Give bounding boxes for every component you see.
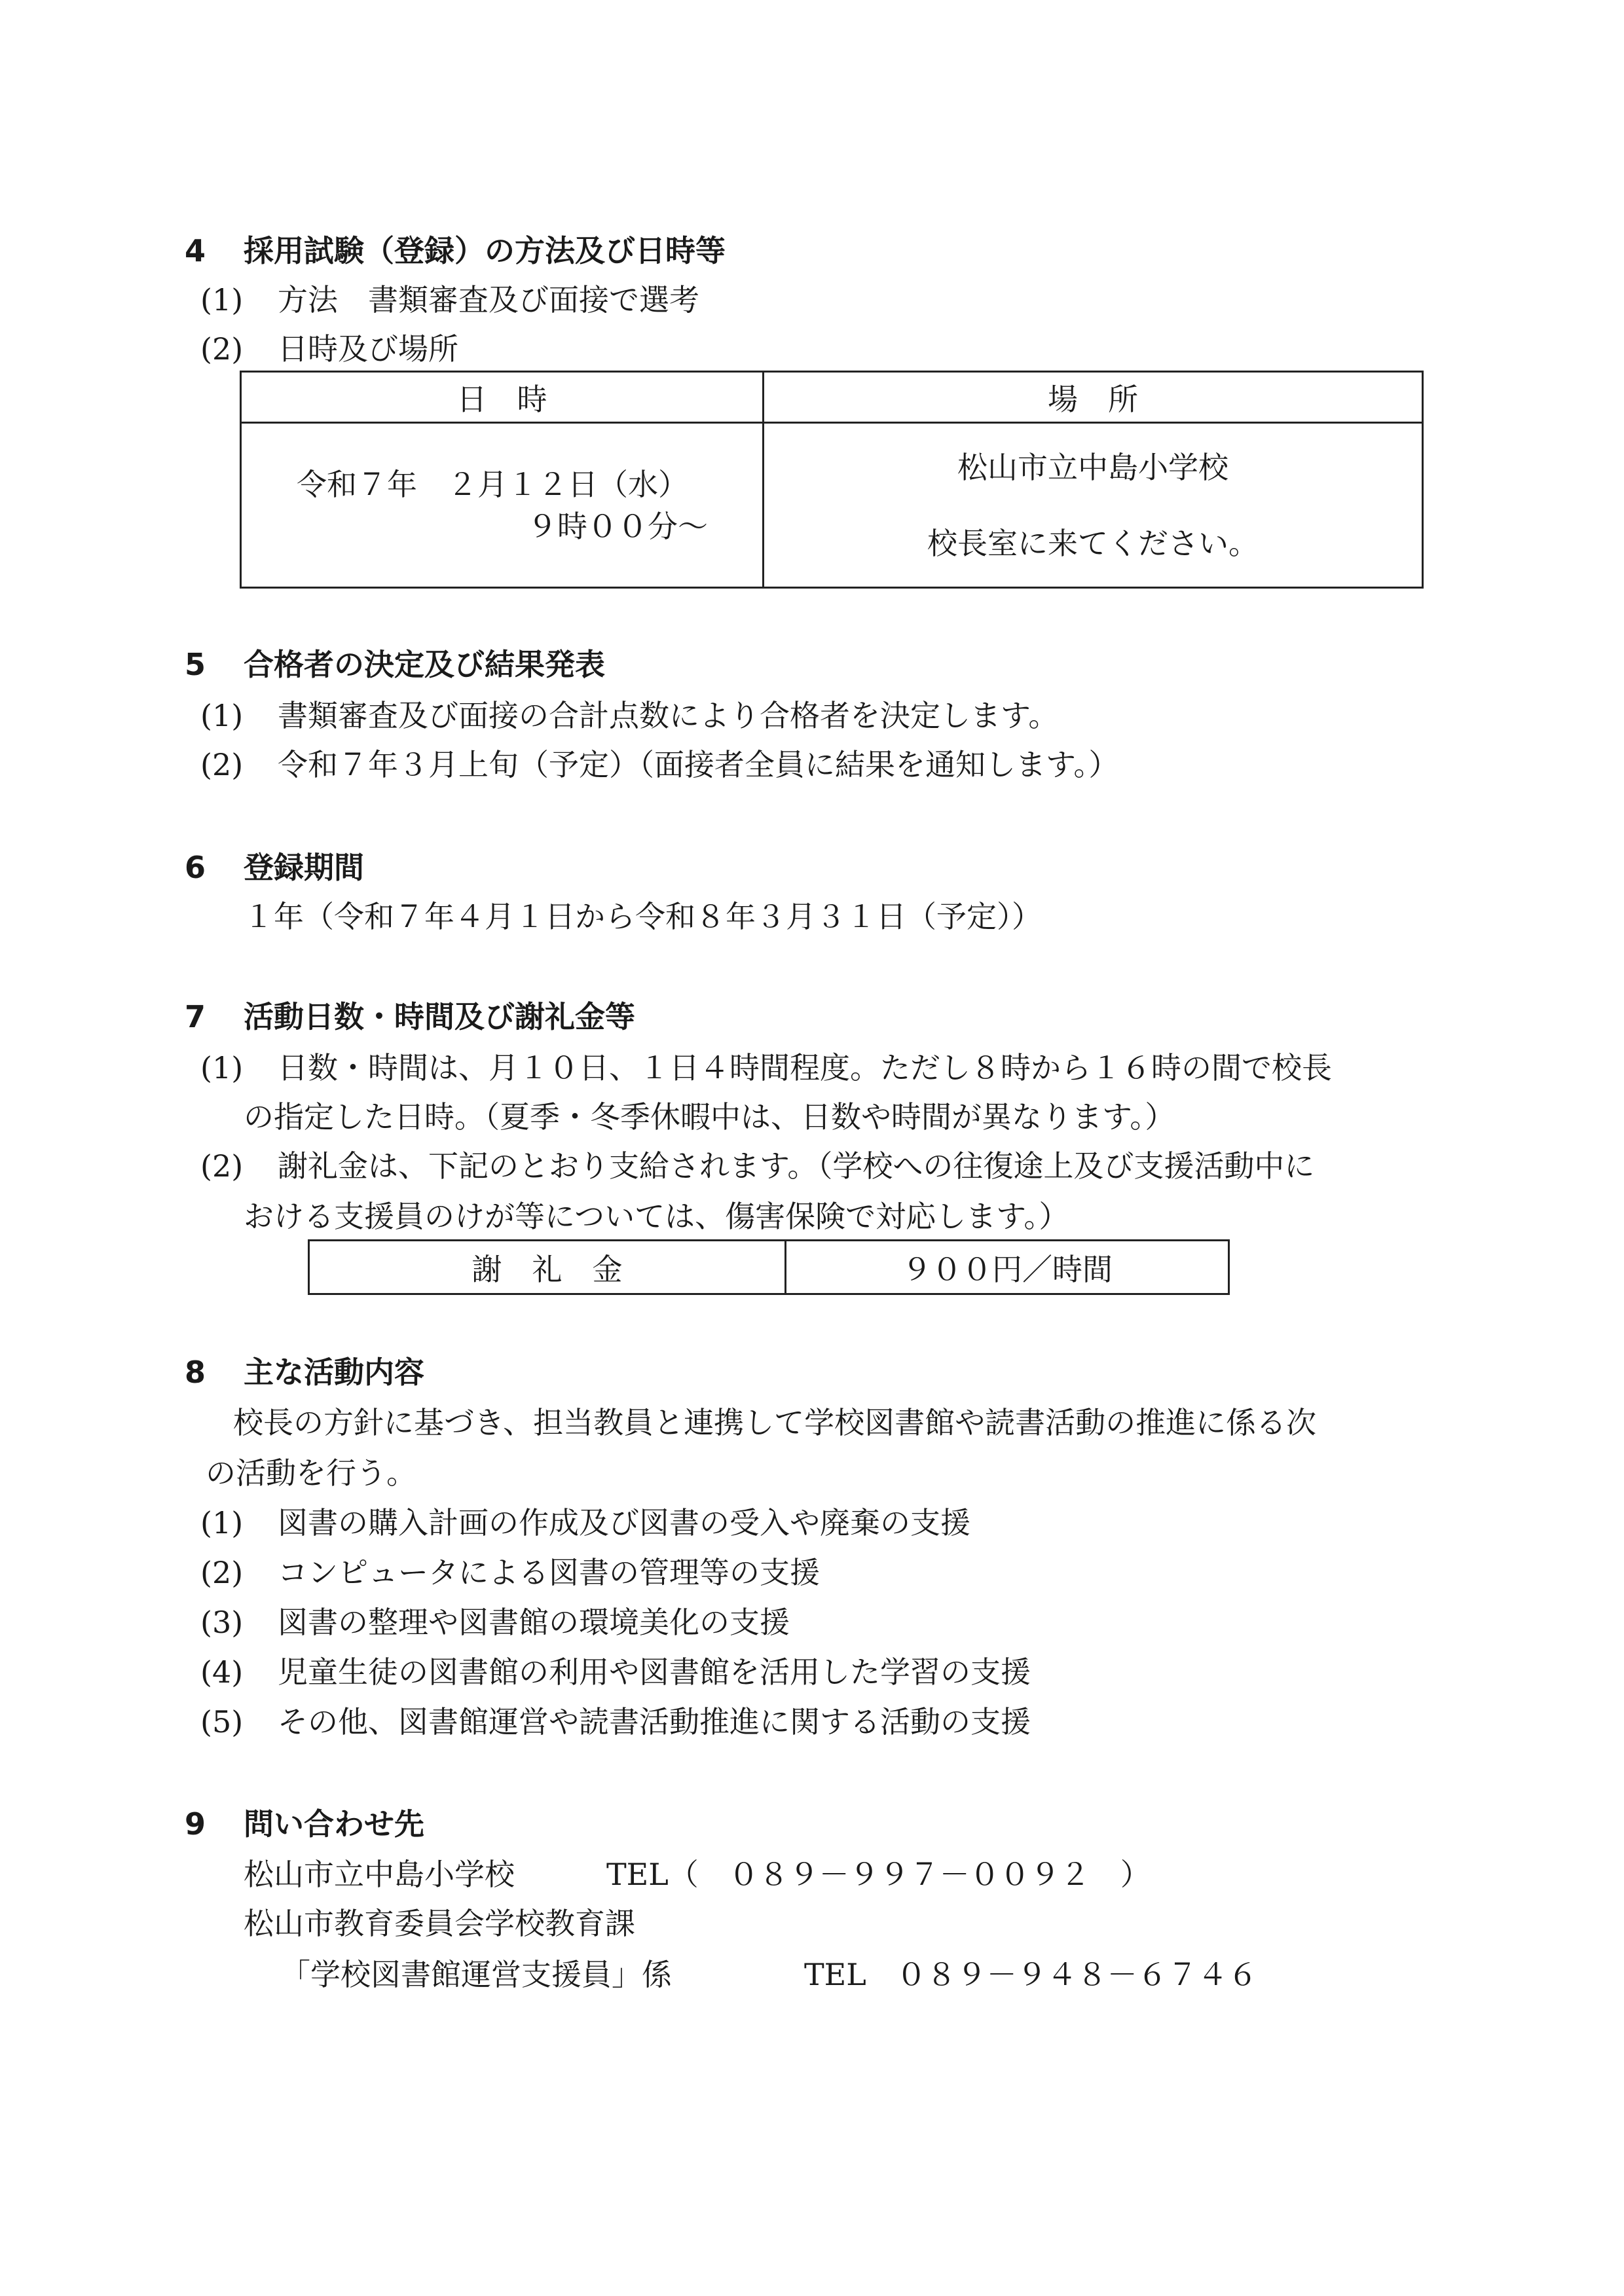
item-number: (2) — [200, 747, 244, 782]
fee-table — [308, 1239, 1230, 1295]
item-number: (1) — [200, 282, 244, 318]
section-title: 活動日数・時間及び謝礼金等 — [244, 999, 635, 1034]
contact-2-tel[interactable]: TEL ０８９－９４８－６７４６ — [804, 1957, 1258, 1992]
contact-2-name: 「学校図書館運営支援員」係 — [280, 1957, 672, 1992]
item-text: 図書の整理や図書館の環境美化の支援 — [278, 1605, 790, 1640]
section-number: 6 — [185, 850, 206, 885]
sec4-item-1 — [200, 282, 699, 318]
item-text: 令和７年３月上旬（予定）（面接者全員に結果を通知します。） — [278, 747, 1119, 782]
schedule-table — [240, 371, 1424, 589]
section-number: 5 — [185, 647, 206, 682]
section-title: 問い合わせ先 — [244, 1806, 424, 1842]
item-text: 図書の購入計画の作成及び図書の受入や廃棄の支援 — [278, 1505, 970, 1540]
contact-1 — [244, 1856, 515, 1893]
sec8-intro-line-1: 校長の方針に基づき、担当教員と連携して学校図書館や読書活動の推進に係る次 — [233, 1405, 1317, 1440]
date-header: 日 時 — [241, 372, 764, 423]
sec7-item-2-cont: おける支援員のけが等については、傷害保険で対応します。） — [244, 1199, 1069, 1234]
date-line-2: ９時００分～ — [527, 508, 708, 544]
place-cell — [764, 423, 1423, 588]
section-title: 登録期間 — [244, 850, 364, 885]
section-8-heading — [185, 1354, 424, 1391]
section-number: 9 — [185, 1806, 206, 1842]
section-9-heading — [185, 1806, 424, 1842]
list-item — [200, 1504, 970, 1541]
section-5-heading — [185, 646, 605, 683]
place-line-1: 松山市立中島小学校 — [957, 449, 1228, 485]
item-number: (1) — [200, 698, 244, 733]
section-title: 主な活動内容 — [244, 1355, 424, 1390]
item-text: 方法 書類審査及び面接で選考 — [278, 282, 699, 318]
list-item — [200, 1654, 1031, 1690]
section-7-heading — [185, 998, 635, 1035]
date-cell — [241, 423, 764, 588]
item-number: (5) — [200, 1704, 244, 1740]
item-number: (3) — [200, 1605, 244, 1640]
item-number: (1) — [200, 1050, 244, 1085]
item-number: (1) — [200, 1505, 244, 1540]
contact-2-org: 松山市教育委員会学校教育課 — [244, 1906, 635, 1941]
item-number: (2) — [200, 1555, 244, 1590]
item-text: その他、図書館運営や読書活動推進に関する活動の支援 — [278, 1704, 1031, 1740]
item-text: 謝礼金は、下記のとおり支給されます。（学校への往復途上及び支援活動中に — [278, 1148, 1315, 1184]
item-text: 書類審査及び面接の合計点数により合格者を決定します。 — [278, 698, 1059, 733]
date-line-1: 令和７年 ２月１２日（水） — [297, 466, 688, 502]
section-number: 4 — [185, 233, 206, 268]
sec8-intro-line-2: の活動を行う。 — [206, 1455, 416, 1491]
section-6-heading — [185, 849, 364, 886]
place-line-2: 校長室に来てください。 — [927, 525, 1259, 561]
item-number: (4) — [200, 1654, 244, 1690]
section-4-heading — [185, 232, 726, 269]
item-text: 日時及び場所 — [278, 331, 458, 367]
sec7-item-1-cont: の指定した日時。（夏季・冬季休暇中は、日数や時間が異なります。） — [244, 1099, 1175, 1135]
fee-value: ９００円／時間 — [786, 1241, 1229, 1294]
section-number: 7 — [185, 999, 206, 1034]
item-text: コンピュータによる図書の管理等の支援 — [278, 1555, 820, 1590]
sec7-item-2 — [200, 1148, 1314, 1184]
list-item — [200, 1704, 1031, 1740]
section-title: 合格者の決定及び結果発表 — [244, 647, 605, 682]
item-number: (2) — [200, 331, 244, 367]
contact-1-tel[interactable]: TEL（ ０８９－９９７－００９２ ） — [606, 1857, 1151, 1892]
item-text: 児童生徒の図書館の利用や図書館を活用した学習の支援 — [278, 1654, 1031, 1690]
sec5-item-2 — [200, 746, 1118, 783]
contact-1-name: 松山市立中島小学校 — [244, 1857, 515, 1892]
sec5-item-1 — [200, 697, 1058, 734]
list-item — [200, 1604, 790, 1641]
section-title: 採用試験（登録）の方法及び日時等 — [244, 233, 726, 268]
sec6-text: １年（令和７年４月１日から令和８年３月３１日（予定）） — [244, 899, 1042, 934]
item-number: (2) — [200, 1148, 244, 1184]
sec4-item-2 — [200, 331, 458, 367]
fee-label: 謝 礼 金 — [309, 1241, 786, 1294]
section-number: 8 — [185, 1355, 206, 1390]
list-item — [200, 1554, 820, 1591]
sec7-item-1 — [200, 1049, 1332, 1086]
place-header: 場 所 — [764, 372, 1423, 423]
item-text: 日数・時間は、月１０日、１日４時間程度。ただし８時から１６時の間で校長 — [278, 1050, 1332, 1085]
